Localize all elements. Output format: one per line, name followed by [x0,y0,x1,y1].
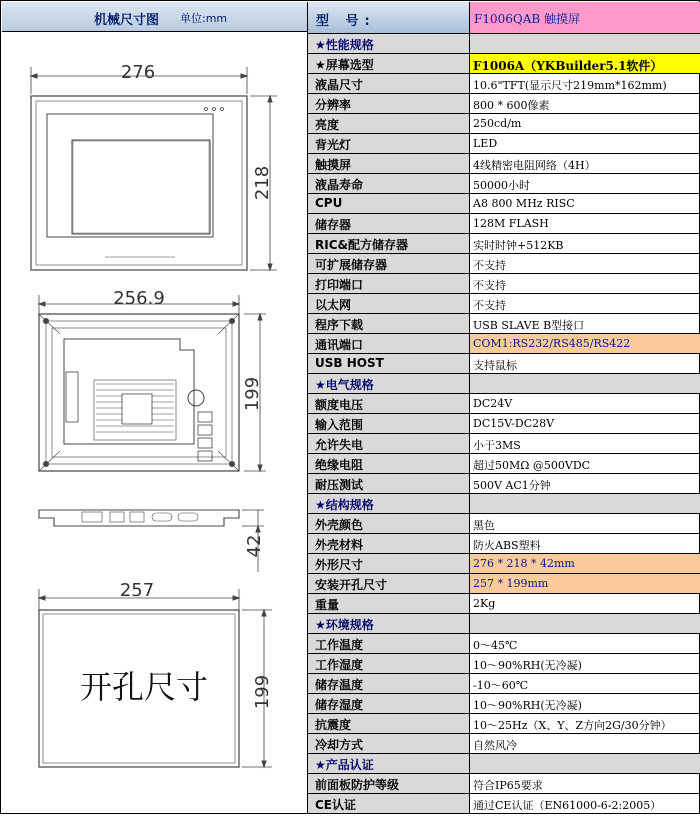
spec-row [308,274,700,294]
back-height-label: 199 [242,376,263,412]
spec-key: 背光灯 [308,134,470,153]
spec-value: 800 * 600像素 [473,99,550,112]
spec-value: F1006A（YKBuilder5.1软件） [470,54,700,73]
cutout-width-label: 257 [119,580,155,601]
spec-key: CPU [308,194,470,213]
spec-row [308,294,700,314]
spec-row [308,134,700,154]
section-title: ★产品认证 [308,754,470,773]
spec-value: -10～60℃ [473,679,529,692]
spec-key: 额度电压 [308,394,470,413]
spec-row [308,594,700,614]
spec-key: 程序下载 [308,314,470,333]
spec-key: 冷却方式 [308,734,470,753]
spec-key: 外壳颜色 [308,514,470,533]
section-title: ★环境规格 [308,614,470,633]
spec-value: 128M FLASH [473,217,549,230]
spec-key: USB HOST [308,354,470,373]
spec-value: 10～25Hz（X、Y、Z方向2G/30分钟） [473,719,672,732]
side-depth-label: 42 [244,534,265,558]
spec-value: A8 800 MHz RISC [473,197,575,210]
spec-row [308,634,700,654]
spec-value: 10.6"TFT(显示尺寸219mm*162mm) [473,79,667,92]
cutout-height-label: 199 [252,674,273,710]
spec-row [308,554,700,574]
spec-row [308,354,700,374]
spec-value: 257 * 199mm [470,574,700,593]
spec-key: 输入范围 [308,414,470,433]
spec-value: 通过CE认证（EN61000-6-2:2005） [473,799,662,812]
spec-key: 储存温度 [308,674,470,693]
spec-key: ★屏幕选型 [308,54,470,73]
spec-key: 储存器 [308,214,470,233]
spec-value: 10～90%RH(无冷凝) [473,659,582,672]
spec-value: LED [473,137,498,150]
spec-key: 绝缘电阻 [308,454,470,473]
spec-table [308,2,700,814]
section-row [308,374,700,394]
spec-key: 工作湿度 [308,654,470,673]
spec-value [470,494,700,513]
spec-row [308,154,700,174]
back-width-label: 256.9 [113,288,165,309]
spec-value: 超过50MΩ @500VDC [473,459,591,472]
spec-key: CE认证 [308,794,470,813]
spec-row [308,454,700,474]
section-row [308,614,700,634]
spec-row [308,234,700,254]
section-title: ★结构规格 [308,494,470,513]
spec-row [308,394,700,414]
spec-key: 允许失电 [308,434,470,453]
front-height-label: 218 [252,165,273,201]
spec-value [470,34,700,53]
spec-value: 4线精密电阻网络（4H） [473,159,596,172]
spec-row [308,74,700,94]
spec-key: 储存湿度 [308,694,470,713]
spec-row [308,574,700,594]
section-row [308,34,700,54]
spec-key: 以太网 [308,294,470,313]
section-title: ★电气规格 [308,374,470,393]
spec-key: 耐压测试 [308,474,470,493]
spec-row [308,514,700,534]
spec-key: 触摸屏 [308,154,470,173]
spec-row [308,254,700,274]
spec-value: 500V AC1分钟 [473,479,551,492]
spec-row [308,434,700,454]
spec-key: 打印端口 [308,274,470,293]
spec-value: 276 * 218 * 42mm [470,554,700,573]
unit-label: 单位:mm [180,12,228,25]
spec-key: 工作温度 [308,634,470,653]
spec-value [470,754,700,773]
spec-value: 小于3MS [473,439,521,452]
spec-value: 50000小时 [473,179,530,192]
cutout-label: 开孔尺寸 [79,668,209,706]
side-view [39,510,264,572]
spec-row [308,474,700,494]
spec-value: 自然风冷 [473,739,517,752]
spec-row [308,534,700,554]
spec-value [470,614,700,633]
spec-row [308,774,700,794]
drawings-svg [2,32,308,814]
spec-key: 液晶寿命 [308,174,470,193]
spec-row [308,734,700,754]
spec-key: 外形尺寸 [308,554,470,573]
spec-row [308,174,700,194]
spec-key: 重量 [308,594,470,613]
model-value: F1006QAB 触摸屏 [470,2,700,33]
spec-row [308,674,700,694]
drawing-title: 机械尺寸图 [94,13,160,28]
spec-row [308,694,700,714]
spec-key: RIC&配方储存器 [308,234,470,253]
front-view [31,67,277,270]
spec-row [308,334,700,354]
spec-row [308,414,700,434]
spec-value: DC15V-DC28V [473,417,555,430]
back-view [39,295,266,471]
spec-key: 可扩展储存器 [308,254,470,273]
spec-key: 外壳材料 [308,534,470,553]
spec-row [308,794,700,814]
spec-value: USB SLAVE B型接口 [473,319,585,332]
spec-row [308,54,700,74]
drawing-header [2,2,308,32]
spec-row [308,194,700,214]
mechanical-drawings [2,32,308,814]
spec-value: 实时时钟+512KB [473,239,564,252]
section-row [308,494,700,514]
spec-value: 250cd/m [473,117,522,130]
spec-key: 安装开孔尺寸 [308,574,470,593]
spec-value: COM1:RS232/RS485/RS422 [470,334,700,353]
spec-key: 通讯端口 [308,334,470,353]
spec-row [308,114,700,134]
spec-row [308,714,700,734]
spec-row [308,654,700,674]
spec-value: 符合IP65要求 [473,779,543,792]
spec-value: 黑色 [473,519,495,532]
spec-key: 液晶尺寸 [308,74,470,93]
front-width-label: 276 [120,62,156,83]
spec-value: 不支持 [473,259,506,272]
spec-value: 2Kg [473,597,496,610]
spec-key: 抗震度 [308,714,470,733]
section-row [308,754,700,774]
model-label: 型 号: [308,2,470,33]
spec-value: DC24V [473,397,513,410]
spec-key: 分辨率 [308,94,470,113]
spec-row [308,314,700,334]
spec-row [308,94,700,114]
spec-key: 前面板防护等级 [308,774,470,793]
section-title: ★性能规格 [308,34,470,53]
spec-value: 不支持 [473,299,506,312]
spec-value: 0～45℃ [473,639,518,652]
spec-key: 亮度 [308,114,470,133]
spec-value [470,374,700,393]
model-row [308,2,700,34]
spec-value: 10～90%RH(无冷凝) [473,699,582,712]
spec-value: 防火ABS塑料 [473,539,541,552]
spec-row [308,214,700,234]
spec-value: 不支持 [473,279,506,292]
spec-value: 支持鼠标 [473,359,517,372]
